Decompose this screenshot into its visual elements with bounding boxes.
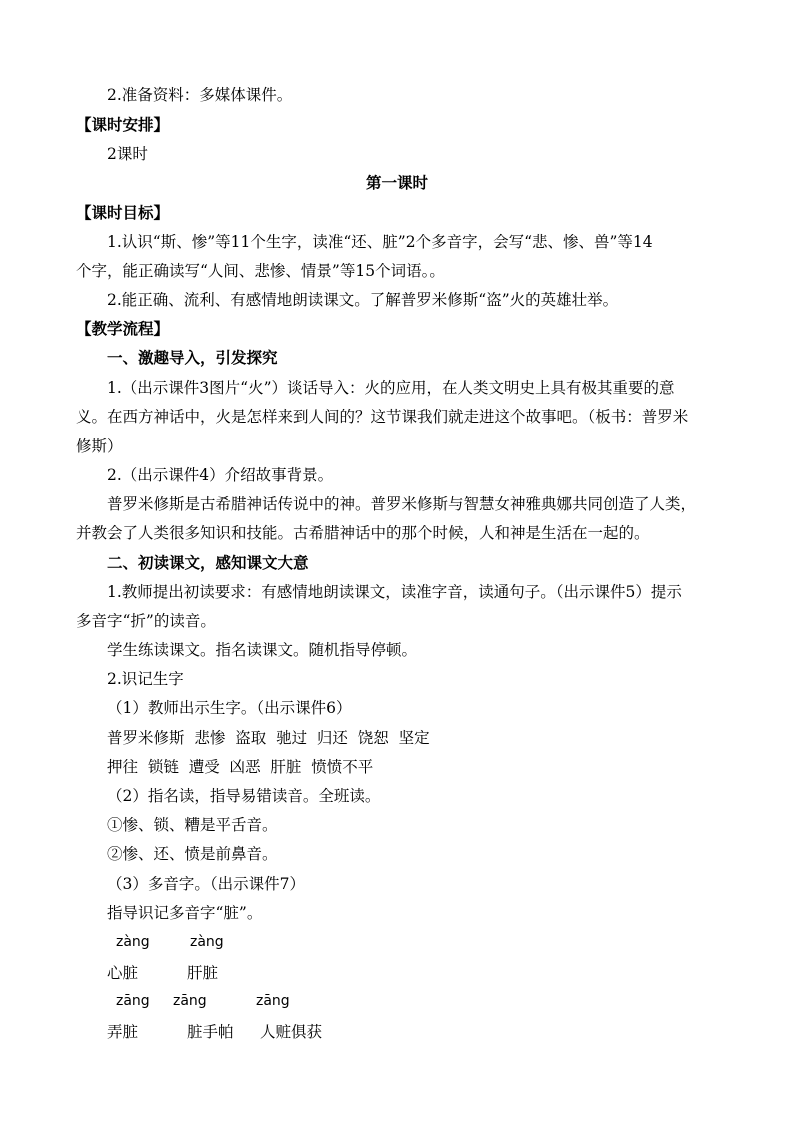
background-line-2: 并教会了人类很多知识和技能。古希腊神话中的那个时候，人和神是生活在一起的。: [76, 524, 650, 542]
step-1-heading: 一、激趣导入，引发探究: [107, 348, 278, 367]
step-1-para-1-line-1: 1.（出示课件3图片“火”）谈话导入：火的应用，在人类文明史上具有极其重要的意: [107, 379, 675, 397]
new-chars-step-2: （2）指名读，指导易错读音。全班读。: [107, 787, 381, 805]
reading-req-line-1: 1.教师提出初读要求：有感情地朗读课文，读准字音，读通句子。（出示课件5）提示: [107, 583, 682, 601]
pinyin-ganzang: zàng: [190, 934, 224, 950]
word-renzangjuhuo: 人赃俱获: [260, 1023, 323, 1041]
step-1-para-1-line-2: 义。在西方神话中，火是怎样来到人间的？这节课我们就走进这个故事吧。（板书：普罗米: [76, 408, 689, 426]
goal-2: 2.能正确、流利、有感情地朗读课文。了解普罗米修斯“盗”火的英雄壮举。: [107, 291, 619, 309]
new-chars-step-1: （1）教师出示生字。（出示课件6）: [107, 699, 352, 717]
word-xinzang: 心脏: [107, 964, 139, 982]
step-1-para-2: 2.（出示课件4）介绍故事背景。: [107, 466, 334, 484]
step-2-heading: 二、初读课文，感知课文大意: [107, 553, 309, 572]
step-1-para-1-line-3: 修斯）: [76, 437, 123, 455]
student-practice: 学生练读课文。指名读课文。随机指导停顿。: [107, 641, 418, 659]
pinyin-renzangjuhuo: zāng: [256, 993, 290, 1009]
new-chars-heading: 2.识记生字: [107, 670, 184, 688]
schedule-text: 2课时: [107, 145, 148, 163]
section-heading-process: 【教学流程】: [76, 319, 170, 338]
goal-1-line-1: 1.认识“斯、惨”等11个生字，读准“还、脏”2个多音字，会写“悲、惨、兽”等14: [107, 233, 653, 251]
flat-tongue-note: ①惨、锁、糟是平舌音。: [107, 816, 278, 834]
goal-1-line-2: 个字，能正确读写“人间、悲惨、情景”等15个词语。。: [76, 262, 445, 280]
new-chars-step-3: （3）多音字。（出示课件7）: [107, 875, 305, 893]
section-heading-schedule: 【课时安排】: [76, 115, 170, 134]
polyphone-intro: 指导识记多音字“脏”。: [107, 904, 263, 922]
pinyin-xinzang: zàng: [116, 934, 150, 950]
vocab-row-1: 普罗米修斯 悲惨 盗取 驰过 归还 饶恕 坚定: [107, 729, 430, 747]
section-heading-goals: 【课时目标】: [76, 203, 170, 222]
word-nongzang: 弄脏: [107, 1023, 139, 1041]
word-zangshoupa: 脏手帕: [187, 1023, 234, 1041]
pinyin-zangshoupa: zāng: [173, 993, 207, 1009]
prep-materials: 2.准备资料：多媒体课件。: [107, 86, 293, 104]
vocab-row-2: 押往 锁链 遭受 凶恶 肝脏 愤愤不平: [107, 758, 374, 776]
pinyin-nongzang: zāng: [116, 993, 150, 1009]
background-line-1: 普罗米修斯是古希腊神话传说中的神。普罗米修斯与智慧女神雅典娜共同创造了人类，: [107, 495, 697, 513]
front-nasal-note: ②惨、还、愤是前鼻音。: [107, 845, 278, 863]
word-ganzang: 肝脏: [187, 964, 219, 982]
lesson-title: 第一课时: [365, 173, 428, 192]
reading-req-line-2: 多音字“折”的读音。: [76, 612, 216, 630]
